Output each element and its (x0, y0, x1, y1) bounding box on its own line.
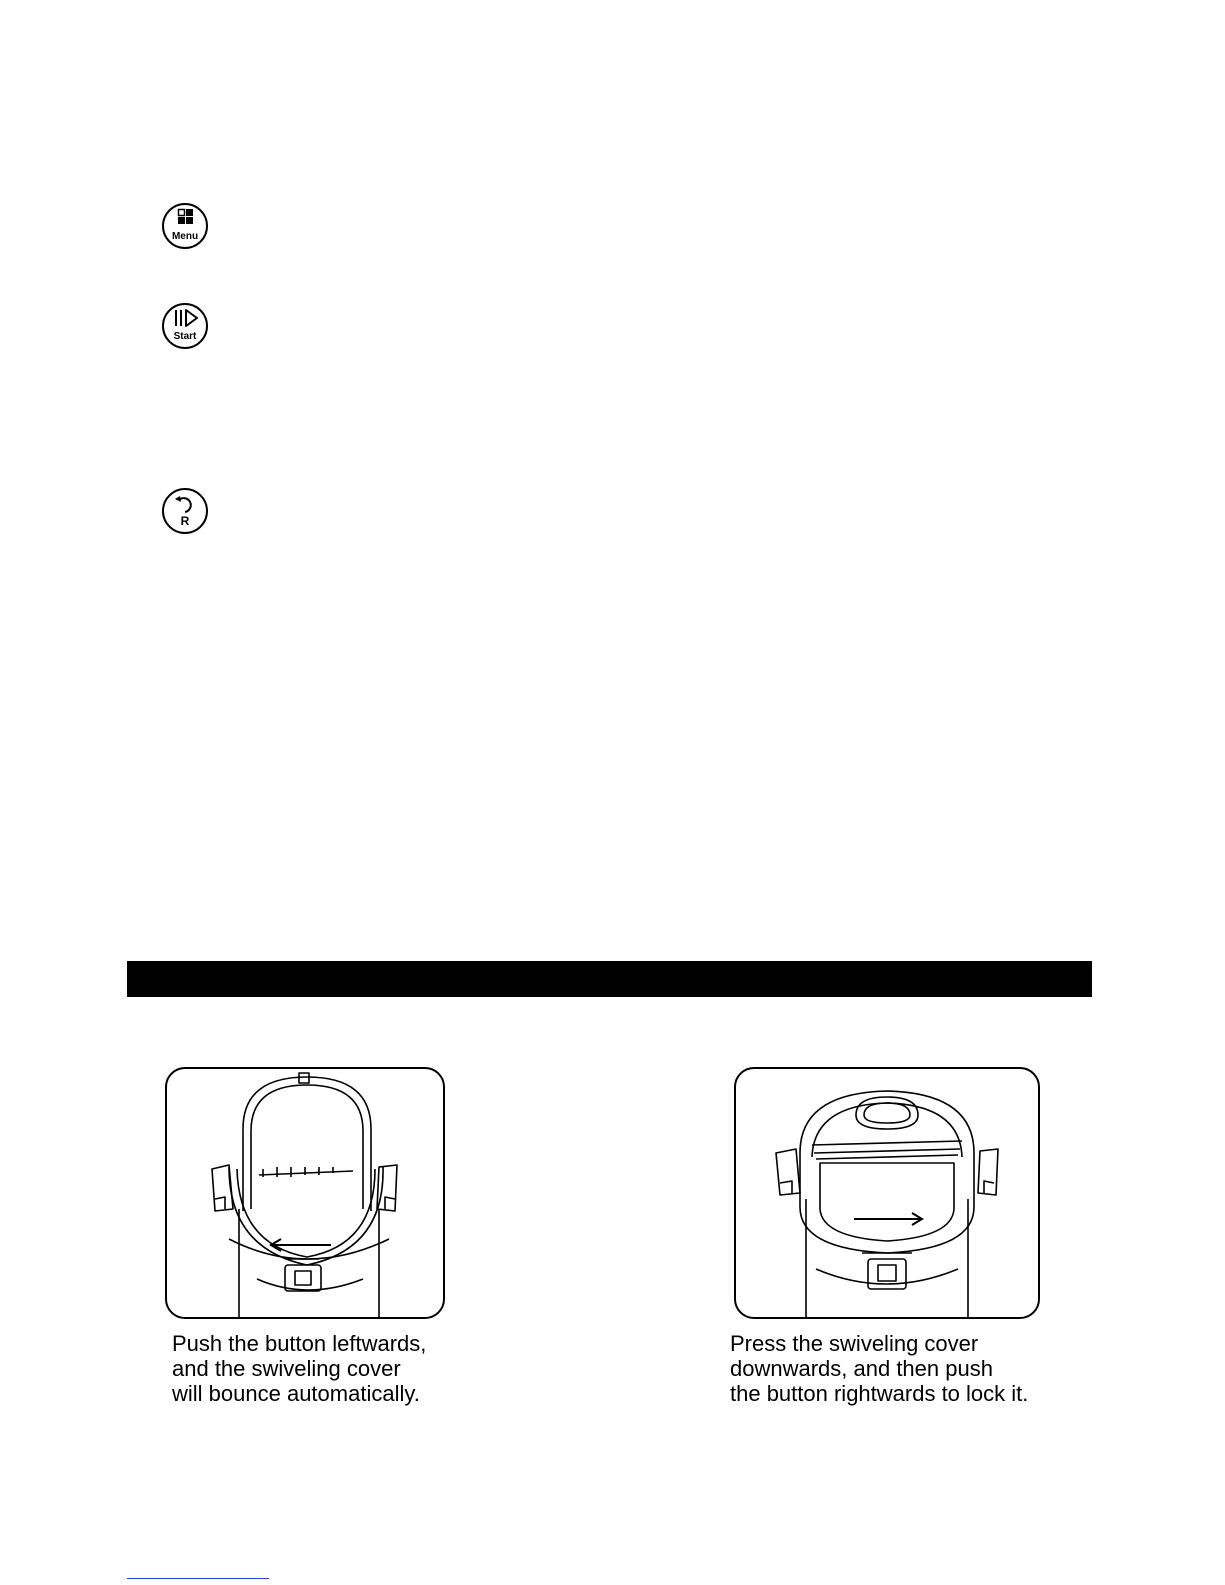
footer-link-underline[interactable] (127, 1578, 269, 1579)
reset-icon (162, 488, 208, 534)
menu-icon-label: Menu (171, 231, 199, 242)
caption-line: will bounce automatically. (172, 1381, 420, 1406)
caption-line: and the swiveling cover (172, 1356, 401, 1381)
caption-line: Push the button leftwards, (172, 1331, 427, 1356)
reset-icon-label: R (180, 514, 190, 528)
close-cover-illustration (734, 1067, 1040, 1319)
open-cover-illustration (165, 1067, 445, 1319)
menu-icon (162, 203, 208, 249)
close-cover-caption (730, 1331, 1028, 1406)
caption-line: Press the swiveling cover (730, 1331, 979, 1356)
open-cover-caption (172, 1331, 426, 1406)
start-pause-icon (162, 303, 208, 349)
caption-line: the button rightwards to lock it. (730, 1381, 1029, 1406)
caption-line: downwards, and then push (730, 1356, 993, 1381)
section-header-bar (127, 961, 1092, 997)
start-icon-label: Start (173, 331, 197, 342)
